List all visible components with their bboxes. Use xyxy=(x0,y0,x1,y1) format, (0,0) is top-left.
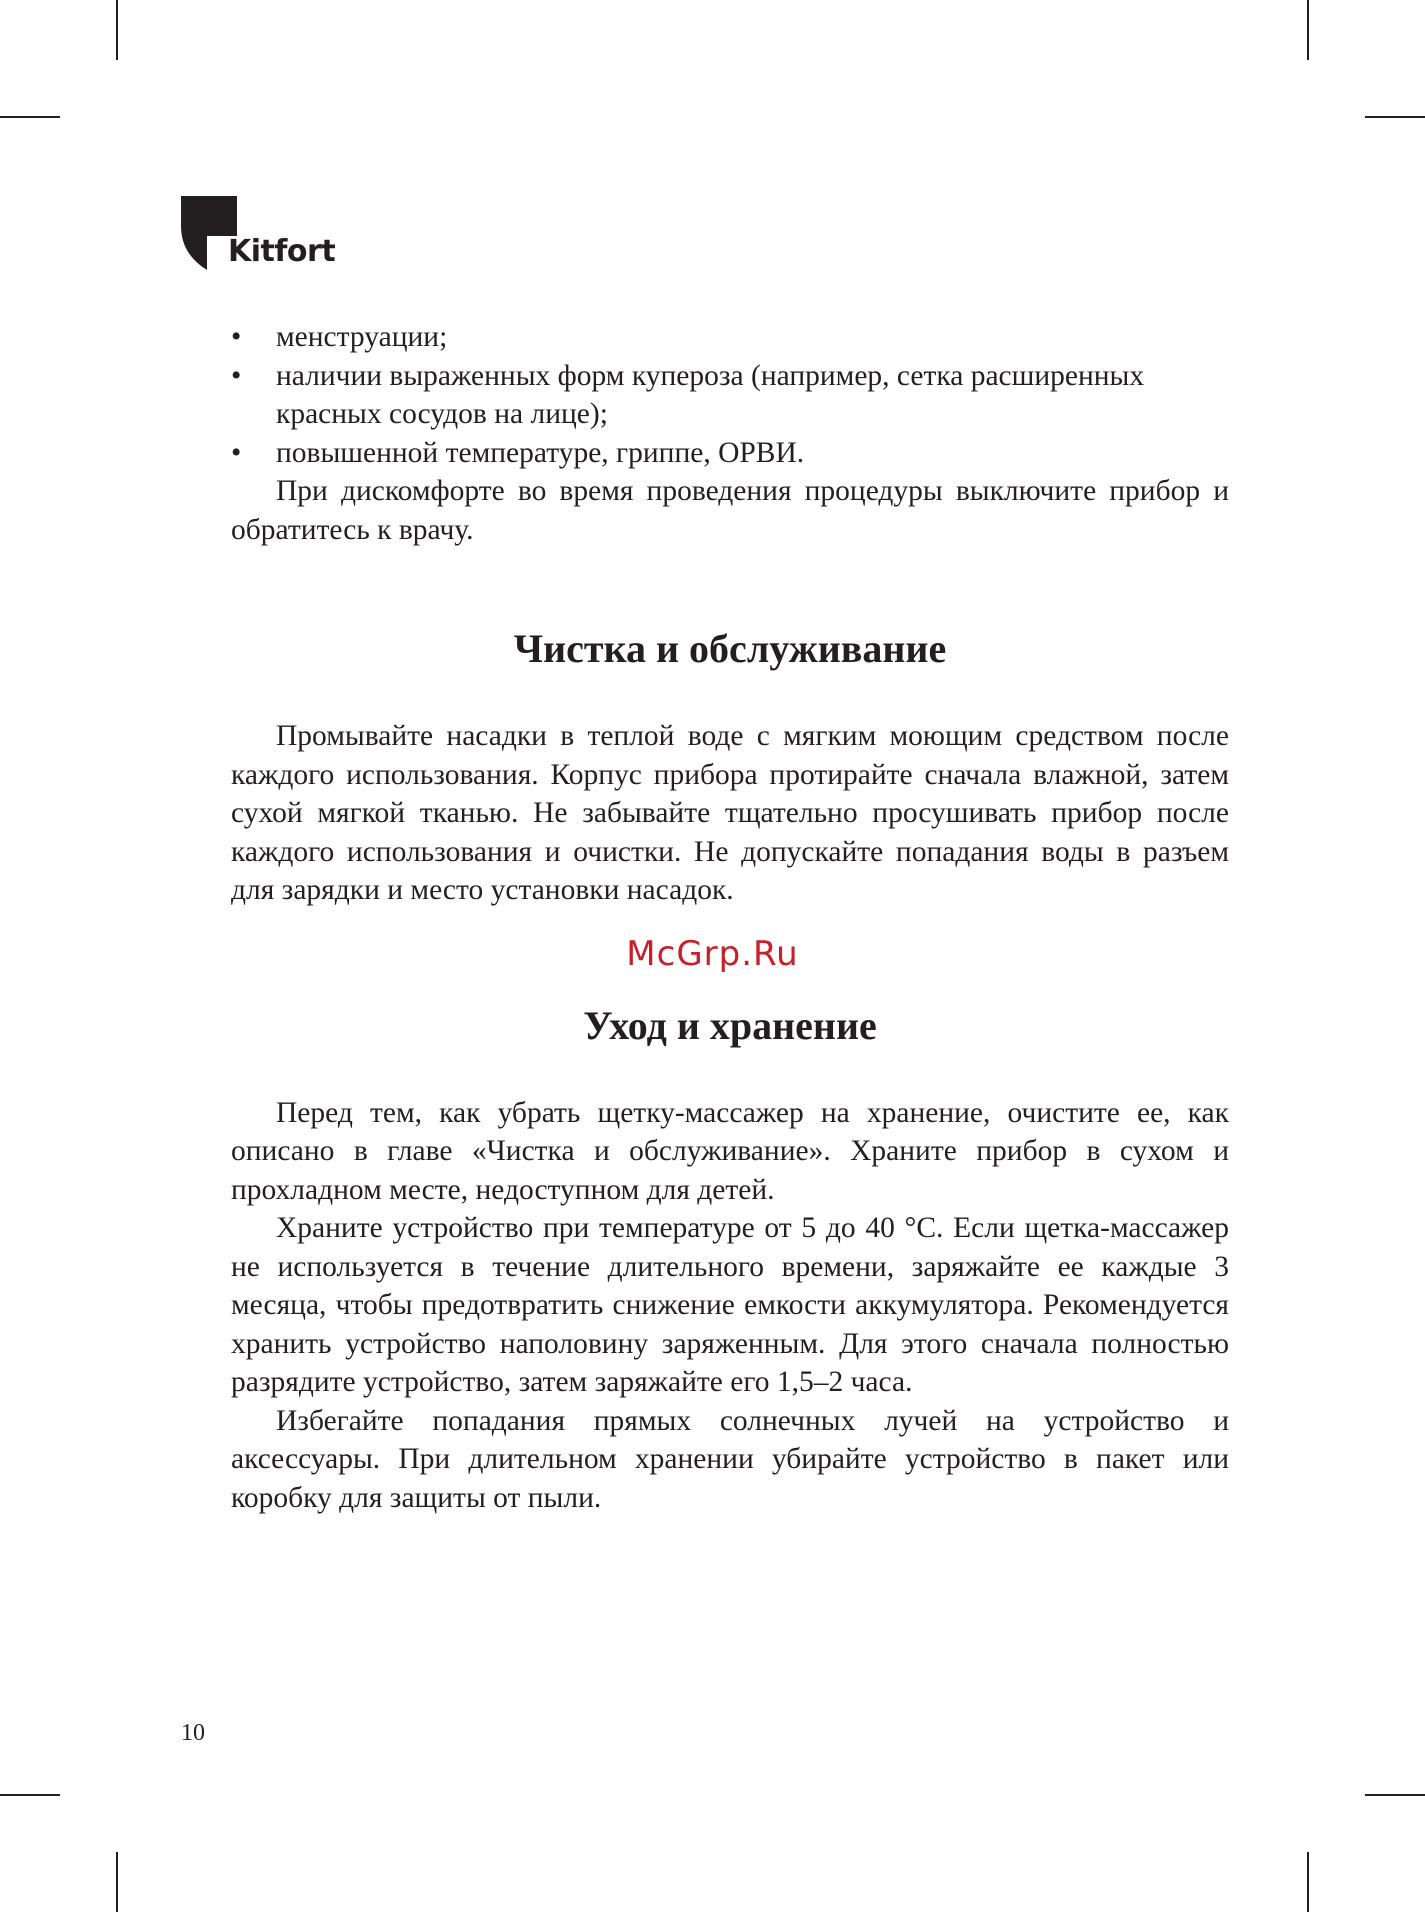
contraindication-list xyxy=(231,318,1229,472)
storage-paragraph-2: Храните устройство при температуре от 5 до 40 °C. Если щетка-массажер не используется в течение длительного времени, заряжайте ее каждые 3 месяца, чтобы предотвратить снижение емкости аккумулятора. Рекомендуется хранить устройство наполовину заряженным. Для этого сначала полностью разрядите устройство, затем заряжайте его 1,5–2 часа. xyxy=(231,1212,1229,1398)
list-item xyxy=(231,434,1229,473)
warning-paragraph: При дискомфорте во время проведения процедуры выключите прибор и обратитесь к врачу. xyxy=(231,475,1229,546)
page-content xyxy=(231,318,1229,1517)
section-heading-storage: Уход и хранение xyxy=(583,1002,877,1048)
list-item-text: повышенной температуре, гриппе, ОРВИ. xyxy=(276,436,805,469)
list-item xyxy=(231,357,1229,434)
brand-name: Kitfort xyxy=(228,234,336,269)
list-item xyxy=(231,318,1229,357)
cleaning-paragraph: Промывайте насадки в теплой воде с мягким моющим средством после каждого использования. Корпус прибора протирайте сначала влажной, затем сухой мягкой тканью. Не забывайте тщательно просушивать прибор после каждого использования и очистки. Не допускайте попадания воды в разъем для зарядки и место установки насадок. xyxy=(231,720,1229,906)
crop-mark-top-left xyxy=(116,0,118,60)
bullet-marker: • xyxy=(231,359,242,392)
list-item-text: наличии выраженных форм купероза (например, сетка расширенных красных сосудов на лице); xyxy=(276,359,1145,430)
crop-mark-left-bottom xyxy=(0,1794,60,1796)
crop-mark-top-right xyxy=(1307,0,1309,60)
storage-paragraph-3: Избегайте попадания прямых солнечных лучей на устройство и аксессуары. При длительном хранении убирайте устройство в пакет или коробку для защиты от пыли. xyxy=(231,1404,1229,1514)
crop-mark-right-top xyxy=(1365,116,1425,118)
bullet-marker: • xyxy=(231,436,242,469)
crop-mark-left-top xyxy=(0,116,60,118)
watermark: McGrp.Ru xyxy=(626,934,799,974)
list-item-text: менструации; xyxy=(276,321,448,353)
page-number: 10 xyxy=(181,1720,205,1746)
section-heading-cleaning: Чистка и обслуживание xyxy=(513,626,947,671)
storage-paragraph-1: Перед тем, как убрать щетку-массажер на хранение, очистите ее, как описано в главе «Чистка и обслуживание». Храните прибор в сухом и прохладном месте, недоступном для детей. xyxy=(231,1096,1229,1206)
bullet-marker: • xyxy=(231,321,242,353)
crop-mark-bottom-right xyxy=(1307,1852,1309,1912)
crop-mark-bottom-left xyxy=(116,1852,118,1912)
crop-mark-right-bottom xyxy=(1365,1794,1425,1796)
